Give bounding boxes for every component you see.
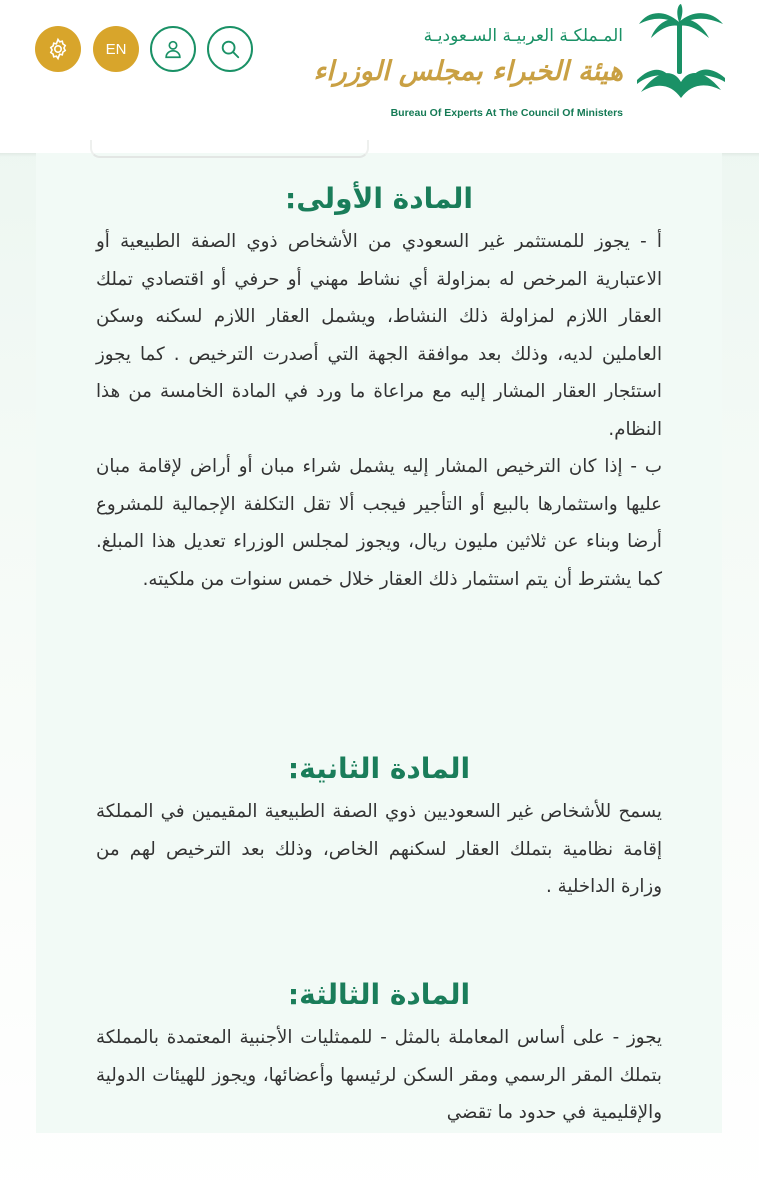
search-field-remnant[interactable] <box>90 140 369 158</box>
settings-button[interactable] <box>35 26 81 72</box>
article-title: المادة الثالثة: <box>287 978 471 1011</box>
search-icon <box>219 38 241 60</box>
article-paragraph: يسمح للأشخاص غير السعوديين ذوي الصفة الطبيعية المقيمين في المملكة إقامة نظامية بتملك العقار لسكنهم الخاص، وذلك بعد الترخيص لهم من وزارة الداخلية . <box>96 801 662 897</box>
article-paragraph: يجوز - على أساس المعاملة بالمثل - للممثليات الأجنبية المعتمدة بالمملكة بتملك المقر الرسمي ومقر السكن لرئيسها وأعضائها، ويجوز للهيئات الدولية والإقليمية في حدود ما تقضي <box>96 1027 662 1123</box>
user-icon <box>162 38 184 60</box>
search-button[interactable] <box>207 26 253 72</box>
article-paragraph: ب - إذا كان الترخيص المشار إليه يشمل شراء مبان أو أراض لإقامة مبان عليها واستثمارها بالبيع أو التأجير فيجب ألا تقل التكلفة الإجمالية للمشروع أرضا وبناء عن ثلاثين مليون ريال، ويجوز لمجلس الوزراء تعديل هذا المبلغ. كما يشترط أن يتم استثمار ذلك العقار خلال خمس سنوات من ملكيته. <box>96 456 662 590</box>
language-button-label: EN <box>105 40 127 58</box>
site-header <box>0 0 759 153</box>
article-paragraph: أ - يجوز للمستثمر غير السعودي من الأشخاص ذوي الصفة الطبيعية أو الاعتبارية المرخص له بمزاولة أي نشاط مهني أو حرفي أو اقتصادي تملك العقار اللازم لمزاولة ذلك النشاط، ويشمل العقار اللازم لسكنه وسكن العاملين لديه، وذلك بعد موافقة الجهة التي أصدرت الترخيص . كما يجوز استئجار العقار المشار إليه مع مراعاة ما ورد في المادة الخامسة من هذا النظام. <box>96 231 662 440</box>
article-3 <box>96 978 662 1138</box>
article-1 <box>96 182 662 598</box>
user-button[interactable] <box>150 26 196 72</box>
article-title: المادة الثانية: <box>287 752 471 785</box>
logo-name-en: Bureau Of Experts At The Council Of Ministers <box>390 107 623 119</box>
article-2 <box>96 752 662 906</box>
logo-title-ar: المـملكـة العربيـة السـعوديـة <box>423 26 623 46</box>
article-title: المادة الأولى: <box>285 182 473 215</box>
language-button[interactable] <box>93 26 139 72</box>
logo-name-ar: هيئة الخبراء بمجلس الوزراء <box>313 56 623 87</box>
palm-emblem-icon <box>633 4 729 116</box>
settings-icon <box>46 37 70 61</box>
site-logo[interactable] <box>313 4 729 124</box>
